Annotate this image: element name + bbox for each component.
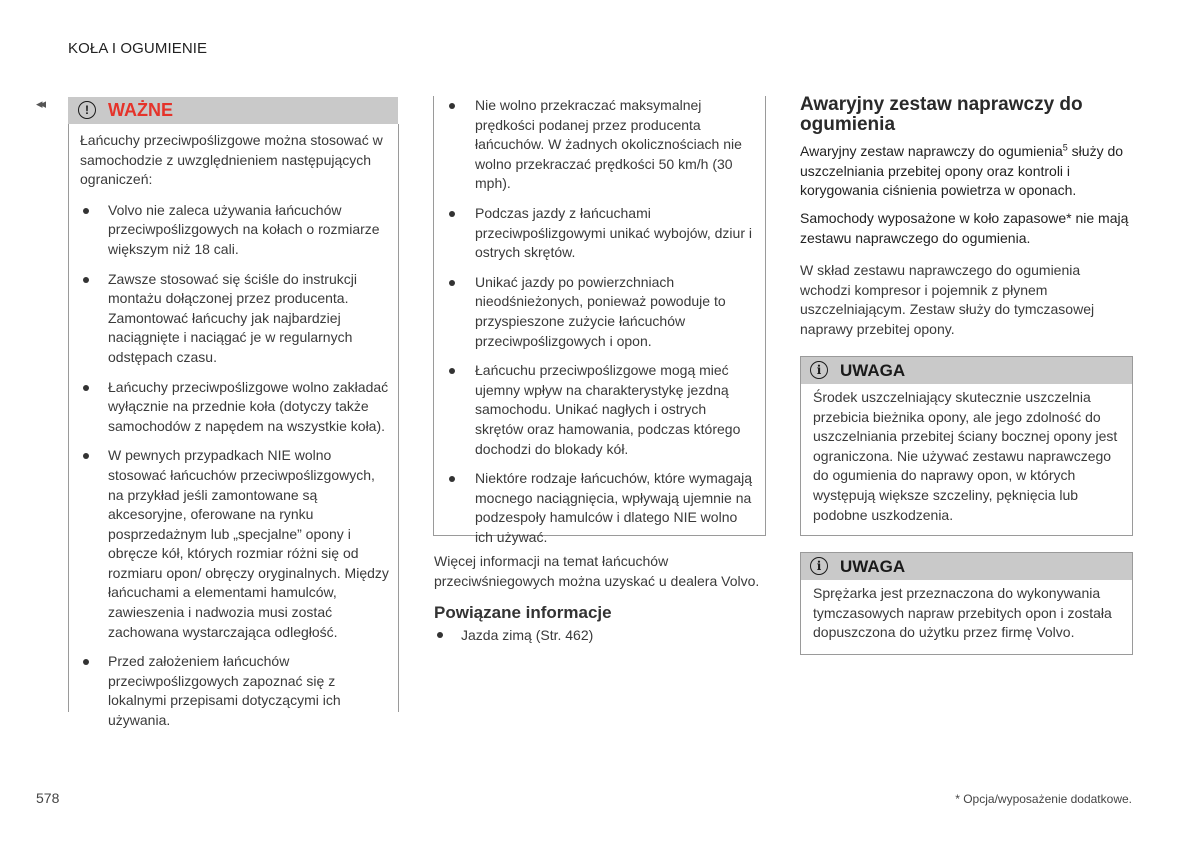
important-bullet-list	[80, 201, 390, 731]
related-link[interactable]	[434, 626, 593, 645]
important-intro: Łańcuchy przeciwpoślizgowe można stosować w samochodzie z uwzględnieniem następujących ograniczeń:	[80, 132, 383, 188]
footnote-marker: 5	[1062, 142, 1068, 153]
list-item: Volvo nie zaleca używania łańcuchów przeciwpoślizgowych na kołach o rozmiarze większym niż 18 cali.	[80, 201, 390, 260]
important-box-right-rule	[398, 124, 399, 712]
continued-box-body	[447, 96, 753, 557]
continued-box-right-rule	[765, 96, 766, 536]
continued-box-left-rule	[433, 96, 434, 536]
repair-kit-p1-rest: służy do uszczelniania przebitej opony oraz kontroli i korygowania ciśnienia powietrza w oponach.	[800, 143, 1124, 199]
info-circle-icon: i	[810, 557, 828, 575]
repair-kit-paragraph-1	[800, 142, 1130, 201]
note-box-2	[800, 552, 1133, 655]
repair-kit-paragraph-2: Samochody wyposażone w koło zapasowe* nie mają zestawu naprawczego do ogumienia.	[800, 210, 1129, 246]
note-text: Środek uszczelniający skutecznie uszczelnia przebicia bieżnika opony, ale jego zdolność do uszczelniania przebitej ściany bocznej opony jest ograniczona. Nie używać zestawu naprawczego do ogumienia do naprawy opon, w których występują większe szczeliny, pęknięcia lub podobne uszkodzenia.	[813, 389, 1118, 523]
page-number: 578	[36, 790, 60, 806]
section-title: Awaryjny zestaw naprawczy do ogumienia	[800, 94, 1083, 135]
list-item: Przed założeniem łańcuchów przeciwpoślizgowych zapoznać się z lokalnymi przepisami dotyczącymi ich używania.	[80, 652, 390, 730]
list-item: Unikać jazdy po powierzchniach nieodśnieżonych, ponieważ powoduje to przyspieszone zużycie łańcuchów przeciwpoślizgowych i opon.	[447, 273, 753, 351]
more-info-paragraph: Więcej informacji na temat łańcuchów przeciwśniegowych można uzyskać u dealera Volvo.	[434, 553, 760, 589]
footnote: * Opcja/wyposażenie dodatkowe.	[955, 792, 1132, 806]
list-item: Zawsze stosować się ściśle do instrukcji montażu dołączonej przez producenta. Zamontować łańcuchy jak najbardziej naciągnięte i naciągać je w regularnych odstępach czasu.	[80, 270, 390, 368]
bullet-icon	[437, 632, 443, 638]
important-box-header	[68, 97, 398, 124]
continued-arrows-icon: ◂◂	[36, 96, 44, 111]
list-item: W pewnych przypadkach NIE wolno stosować łańcuchów przeciwpoślizgowych, na przykład jeśli zamontowane są akcesoryjne, oferowane na rynku posprzedażnym lub „specjalne” opony i obręcze kół, których rozmiar różni się od rozmiaru opon/ obręczy oryginalnych. Między łańcuchami a elementami hamulców, zawieszenia i nadwozia musi zostać zachowana wystarczająca odległość.	[80, 446, 390, 642]
list-item: Łańcuchu przeciwpoślizgowe mogą mieć ujemny wpływ na charakterystykę jezdną samochodu. Unikać nagłych i ostrych skrętów oraz hamowania, podczas którego dochodzi do blokady kół.	[447, 361, 753, 459]
exclamation-circle-icon: !	[78, 101, 96, 119]
note-box-header	[801, 553, 1132, 580]
note-box-1	[800, 356, 1133, 536]
important-title: WAŻNE	[108, 100, 173, 120]
important-box-body	[80, 131, 390, 741]
list-item: Niektóre rodzaje łańcuchów, które wymagają mocnego naciągnięcia, wpływają ujemnie na podzespoły hamulców i dlatego NIE wolno ich używać.	[447, 469, 753, 547]
note-box-header	[801, 357, 1132, 384]
important-box-left-rule	[68, 124, 69, 712]
related-info-heading: Powiązane informacje	[434, 603, 612, 622]
related-link-label[interactable]: Jazda zimą (Str. 462)	[461, 627, 594, 643]
list-item: Podczas jazdy z łańcuchami przeciwpoślizgowymi unikać wybojów, dziur i ostrych skrętów.	[447, 204, 753, 263]
section-header: KOŁA I OGUMIENIE	[68, 40, 208, 57]
note-title: UWAGA	[840, 557, 906, 576]
list-item: Nie wolno przekraczać maksymalnej prędkości podanej przez producenta łańcuchów. W żadnych okolicznościach nie wolno przekraczać prędkości 50 km/h (30 mph).	[447, 96, 753, 194]
repair-kit-p1-text: Awaryjny zestaw naprawczy do ogumienia	[800, 143, 1063, 159]
note-text: Sprężarka jest przeznaczona do wykonywania tymczasowych napraw przebitych opon i została dopuszczona do użytku przez firmę Volvo.	[813, 585, 1112, 641]
info-circle-icon: i	[810, 361, 828, 379]
note-title: UWAGA	[840, 361, 906, 380]
important-bullet-list-continued	[447, 96, 753, 547]
list-item: Łańcuchy przeciwpoślizgowe wolno zakładać wyłącznie na przednie koła (dotyczy także samochodów z napędem na wszystkie koła).	[80, 378, 390, 437]
repair-kit-paragraph-3: W skład zestawu naprawczego do ogumienia wchodzi kompresor i pojemnik z płynem uszczelniającym. Zestaw służy do tymczasowej naprawy przebitej opony.	[800, 262, 1095, 337]
